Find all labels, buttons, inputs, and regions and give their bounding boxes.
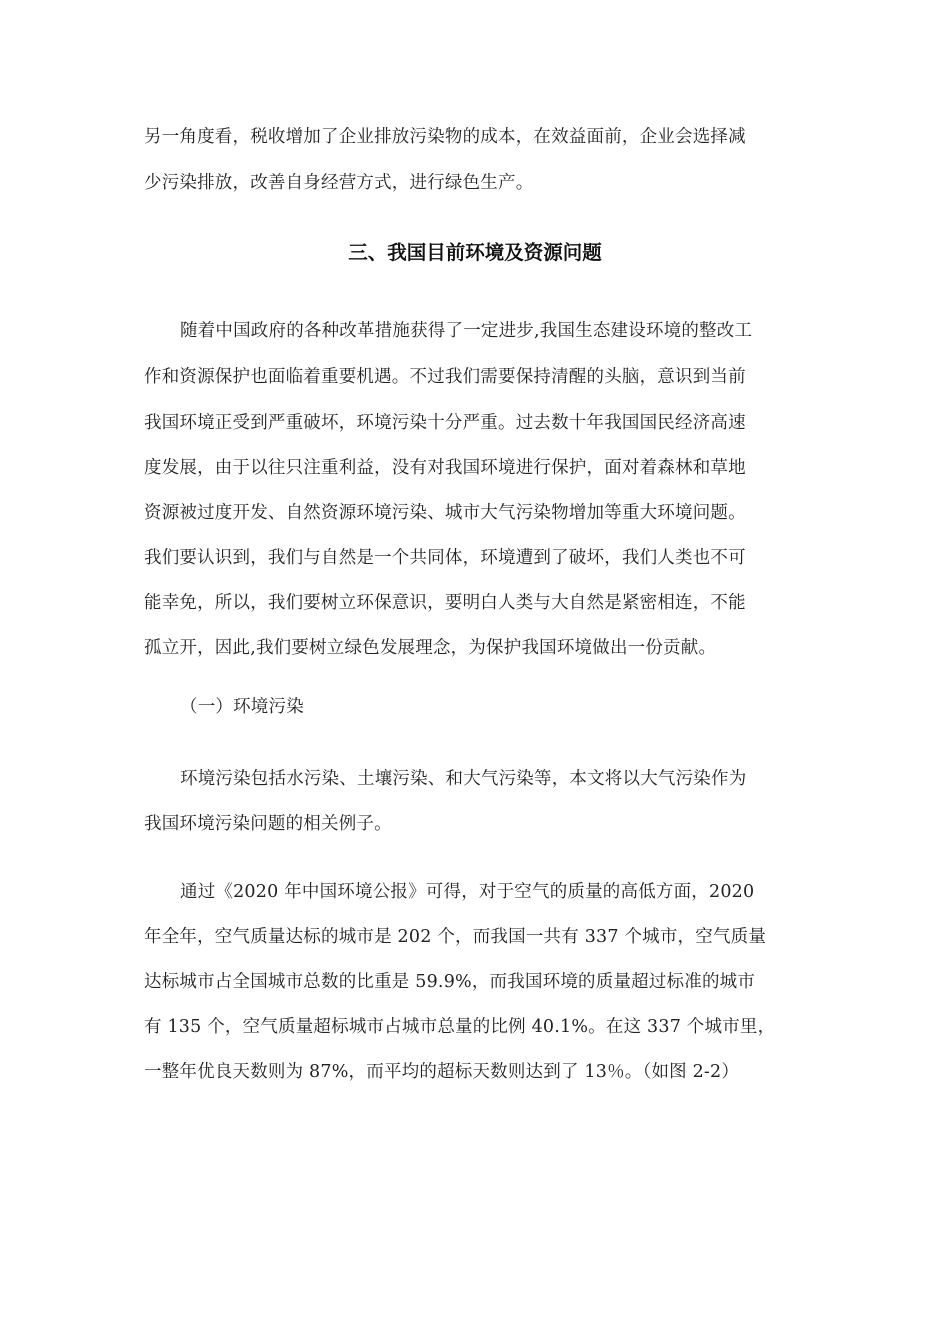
intro-paragraph-line-1: 另一角度看，税收增加了企业排放污染物的成本，在效益面前，企业会选择减 <box>144 127 746 147</box>
paragraph-3-line-1: 通过《2020 年中国环境公报》可得，对于空气的质量的高低方面，2020 <box>180 882 755 902</box>
paragraph-2-line-1: 环境污染包括水污染、土壤污染、和大气污染等，本文将以大气污染作为 <box>180 769 747 789</box>
paragraph-3-line-4: 有 135 个，空气质量超标城市占城市总量的比例 40.1%。在这 337 个城市里， <box>144 1017 776 1037</box>
paragraph-3-line-2: 年全年，空气质量达标的城市是 202 个，而我国一共有 337 个城市，空气质量 <box>144 927 767 947</box>
subheading: （一）环境污染 <box>180 697 304 717</box>
paragraph-1-line-2: 作和资源保护也面临着重要机遇。不过我们需要保持清醒的头脑，意识到当前 <box>144 367 746 387</box>
paragraph-1-line-4: 度发展，由于以往只注重利益，没有对我国环境进行保护，面对着森林和草地 <box>144 458 746 478</box>
paragraph-1-line-6: 我们要认识到，我们与自然是一个共同体，环境遭到了破坏，我们人类也不可 <box>144 548 746 568</box>
intro-paragraph-line-2: 少污染排放，改善自身经营方式，进行绿色生产。 <box>144 173 534 193</box>
paragraph-1-line-8: 孤立开，因此,我们要树立绿色发展理念，为保护我国环境做出一份贡献。 <box>144 638 717 658</box>
paragraph-3-line-3: 达标城市占全国城市总数的比重是 59.9%，而我国环境的质量超过标准的城市 <box>144 972 756 992</box>
paragraph-2-line-2: 我国环境污染问题的相关例子。 <box>144 814 392 834</box>
paragraph-1-line-1: 随着中国政府的各种改革措施获得了一定进步,我国生态建设环境的整改工 <box>180 321 753 341</box>
paragraph-3-line-5: 一整年优良天数则为 87%，而平均的超标天数则达到了 13％。（如图 2-2） <box>144 1062 740 1082</box>
paragraph-1-line-7: 能幸免，所以，我们要树立环保意识，要明白人类与大自然是紧密相连，不能 <box>144 593 746 613</box>
paragraph-1-line-3: 我国环境正受到严重破坏，环境污染十分严重。过去数十年我国国民经济高速 <box>144 413 746 433</box>
paragraph-1-line-5: 资源被过度开发、自然资源环境污染、城市大气污染物增加等重大环境问题。 <box>144 503 746 523</box>
section-heading: 三、我国目前环境及资源问题 <box>348 241 602 264</box>
